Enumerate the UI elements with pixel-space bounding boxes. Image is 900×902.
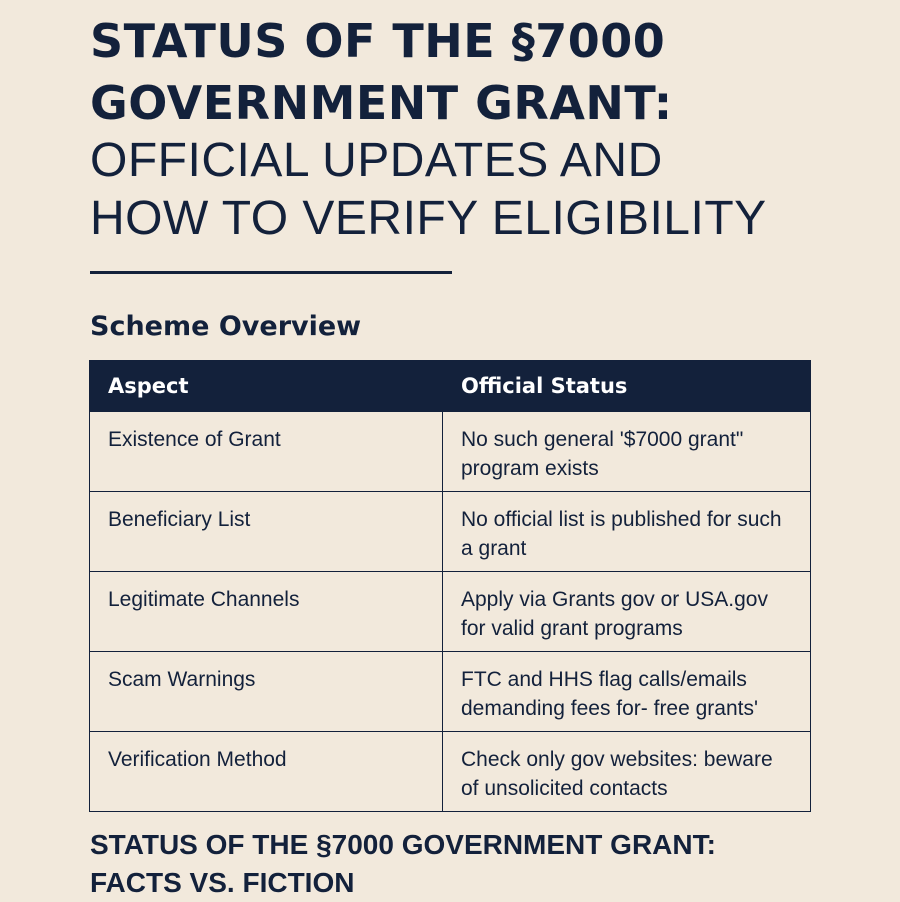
page-title <box>90 10 870 134</box>
status-cell: Check only gov websites: beware of unsolicited contacts <box>443 732 811 812</box>
column-header-aspect: Aspect <box>90 361 443 412</box>
status-cell: No official list is published for such a grant <box>443 492 811 572</box>
footer-heading <box>90 826 870 902</box>
aspect-cell: Legitimate Channels <box>90 572 443 652</box>
section-heading: Scheme Overview <box>90 311 362 342</box>
aspect-cell: Beneficiary List <box>90 492 443 572</box>
title-line-2: GOVERNMENT GRANT: <box>90 76 673 130</box>
footer-line-2: FACTS VS. FICTION <box>90 867 355 898</box>
title-line-1: STATUS OF THE §7000 <box>90 14 666 68</box>
table-row <box>90 732 811 812</box>
aspect-cell: Existence of Grant <box>90 412 443 492</box>
status-cell: No such general '$7000 grant" program exists <box>443 412 811 492</box>
title-divider <box>90 271 452 274</box>
subtitle-line-2: HOW TO VERIFY ELIGIBILITY <box>90 192 767 245</box>
subtitle-line-1: OFFICIAL UPDATES AND <box>90 134 663 187</box>
table-row <box>90 652 811 732</box>
table-row <box>90 492 811 572</box>
footer-line-1: STATUS OF THE §7000 GOVERNMENT GRANT: <box>90 829 716 860</box>
aspect-cell: Scam Warnings <box>90 652 443 732</box>
status-cell: Apply via Grants gov or USA.gov for valid grant programs <box>443 572 811 652</box>
aspect-cell: Verification Method <box>90 732 443 812</box>
table-row <box>90 572 811 652</box>
table-header-row <box>90 361 811 412</box>
status-cell: FTC and HHS flag calls/emails demanding fees for- free grants' <box>443 652 811 732</box>
overview-table <box>89 360 811 812</box>
page-subtitle <box>90 132 870 248</box>
table-row <box>90 412 811 492</box>
column-header-status: Official Status <box>443 361 811 412</box>
